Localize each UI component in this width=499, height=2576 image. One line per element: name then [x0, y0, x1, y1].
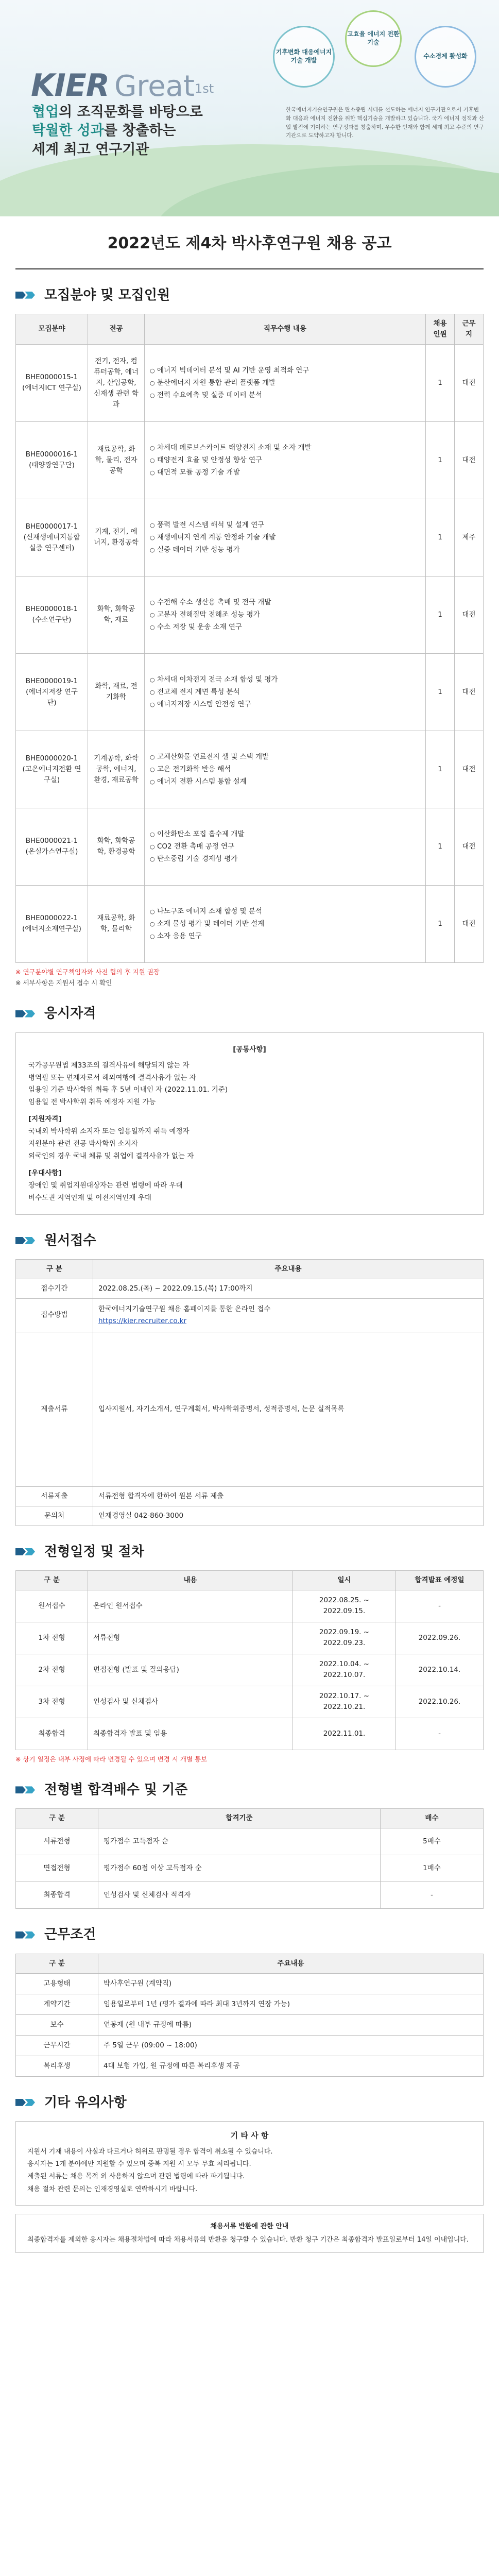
- criteria-cell: 평가점수 고득점자 순: [98, 1828, 381, 1855]
- count-cell: 1: [426, 808, 455, 885]
- duty-item: ○ 재생에너지 연계 계통 안정화 기술 개발: [150, 532, 420, 543]
- location-cell: 제주: [455, 499, 484, 576]
- content-cell: 온라인 원서접수: [88, 1590, 293, 1622]
- vision-circle: 고효율 에너지 전환 기술: [345, 10, 402, 67]
- qualification-item: 임용일 전 박사학위 취득 예정자 지원 가능: [28, 1098, 156, 1107]
- schedule-table: [15, 1570, 484, 1750]
- major-cell: 재료공학, 화학, 물리, 전자공학: [88, 421, 145, 499]
- section-title: 응시자격: [44, 1006, 96, 1022]
- field-cell: BHE0000015-1 (에너지ICT 연구실): [16, 344, 88, 421]
- multiple-cell: 1배수: [381, 1855, 484, 1882]
- vision-circle: 기후변화 대응에너지 기술 개발: [273, 26, 335, 88]
- notice-box-return: [15, 2214, 484, 2253]
- vision-circles: [273, 10, 489, 103]
- criteria-cell: 평가점수 60점 이상 고득점자 순: [98, 1855, 381, 1882]
- section-arrow-icon: [15, 1235, 38, 1246]
- table-header: 주요내용: [93, 1260, 484, 1279]
- duty-item: ○ 이산화탄소 포집 흡수제 개발: [150, 829, 420, 840]
- section-title: 원서접수: [44, 1232, 96, 1248]
- notice-item: 제출된 서류는 채용 목적 외 사용하지 않으며 관련 법령에 따라 파기됩니다.: [27, 2173, 245, 2181]
- stage-cell: 서류전형: [16, 1828, 98, 1855]
- date-cell: 2022.11.01.: [293, 1718, 396, 1750]
- date-cell: 2022.08.25. ~ 2022.09.15.: [293, 1590, 396, 1622]
- duty-list: [150, 829, 420, 865]
- content-cell: 최종합격자 발표 및 임용: [88, 1718, 293, 1750]
- count-cell: 1: [426, 653, 455, 731]
- section-work: [15, 1924, 484, 2076]
- stage-cell: 면접전형: [16, 1855, 98, 1882]
- work-key-cell: 근무시간: [16, 2035, 98, 2056]
- location-cell: 대전: [455, 731, 484, 808]
- duty-cell: [145, 499, 426, 576]
- qualification-subhead: [지원자격]: [28, 1115, 62, 1124]
- apply-table: [15, 1259, 484, 1526]
- table-row: [16, 576, 484, 653]
- table-row: [16, 1855, 484, 1882]
- stage-cell: 2차 전형: [16, 1654, 88, 1686]
- qualification-subhead: [우대사항]: [28, 1168, 62, 1177]
- count-cell: 1: [426, 731, 455, 808]
- field-cell: BHE0000016-1 (태양광연구단): [16, 421, 88, 499]
- work-key-cell: 고용형태: [16, 1973, 98, 1994]
- stage-cell: 1차 전형: [16, 1622, 88, 1654]
- notice-box: [15, 2121, 484, 2206]
- qualification-item: 비수도권 지역인재 및 이전지역인재 우대: [28, 1193, 151, 1202]
- field-cell: BHE0000018-1 (수소연구단): [16, 576, 88, 653]
- work-value-cell: 연봉제 (원 내부 규정에 따름): [98, 2014, 484, 2035]
- duty-item: ○ 차세대 페로브스카이트 태양전지 소재 및 소자 개발: [150, 443, 420, 453]
- section-title: 기타 유의사항: [44, 2094, 127, 2110]
- duty-cell: [145, 576, 426, 653]
- duty-item: ○ CO2 전환 촉매 공정 연구: [150, 841, 420, 852]
- notice-head: 채용서류 반환에 관한 안내: [210, 2222, 289, 2230]
- multiple-cell: -: [381, 1882, 484, 1909]
- section-recruit: [15, 285, 484, 988]
- qualification-item: 국내외 박사학위 소지자 또는 임용일까지 취득 예정자: [28, 1127, 190, 1136]
- major-cell: 화학, 화학공학, 재료: [88, 576, 145, 653]
- section-title: 전형별 합격배수 및 기준: [44, 1782, 188, 1798]
- major-cell: 화학, 재료, 전기화학: [88, 653, 145, 731]
- slogan-highlight: 협업: [32, 104, 59, 120]
- duty-item: ○ 차세대 이차전지 전극 소재 합성 및 평가: [150, 674, 420, 685]
- duty-item: ○ 고체산화물 연료전지 셀 및 스택 개발: [150, 752, 420, 762]
- recruit-table: [15, 314, 484, 963]
- count-cell: 1: [426, 885, 455, 962]
- duty-list: [150, 674, 420, 710]
- cell: 입사지원서, 자기소개서, 연구계획서, 박사학위증명서, 성적증명서, 논문 실적목록: [93, 1332, 484, 1486]
- table-row: [16, 1622, 484, 1654]
- duty-item: ○ 에너지 전환 시스템 통합 설계: [150, 776, 420, 787]
- duty-item: ○ 에너지 빅데이터 분석 및 AI 기반 운영 최적화 연구: [150, 365, 420, 376]
- table-header: 근무지: [455, 314, 484, 344]
- criteria-table: [15, 1808, 484, 1909]
- banner: [0, 0, 499, 216]
- work-value-cell: 임용일로부터 1년 (평가 결과에 따라 최대 3년까지 연장 가능): [98, 1994, 484, 2014]
- table-row: [16, 808, 484, 885]
- table-row: [16, 1298, 484, 1332]
- recruit-notes: [15, 967, 484, 988]
- date-cell: 2022.10.17. ~ 2022.10.21.: [293, 1686, 396, 1718]
- section-schedule: [15, 1541, 484, 1765]
- table-row: [16, 885, 484, 962]
- count-cell: 1: [426, 576, 455, 653]
- duty-item: ○ 실증 데이터 기반 성능 평가: [150, 545, 420, 555]
- qualification-head: [공통사항]: [233, 1045, 266, 1054]
- logo-kier-text: KIER: [31, 67, 110, 104]
- table-header: 구 분: [16, 1954, 98, 1973]
- table-row: [16, 2014, 484, 2035]
- cell: 문의처: [16, 1506, 93, 1526]
- duty-cell: [145, 653, 426, 731]
- field-cell: BHE0000022-1 (에너지소재연구실): [16, 885, 88, 962]
- location-cell: 대전: [455, 653, 484, 731]
- table-row: [16, 1279, 484, 1298]
- duty-item: ○ 수소 저장 및 운송 소재 연구: [150, 622, 420, 633]
- slogan-text: 세계 최고 연구기관: [32, 141, 149, 158]
- stage-cell: 3차 전형: [16, 1686, 88, 1718]
- major-cell: 전기, 전자, 컴퓨터공학, 에너지, 산업공학, 신재생 관련 학과: [88, 344, 145, 421]
- section-arrow-icon: [15, 1008, 38, 1020]
- cell: 제출서류: [16, 1332, 93, 1486]
- date-cell: 2022.10.04. ~ 2022.10.07.: [293, 1654, 396, 1686]
- work-key-cell: 복리후생: [16, 2056, 98, 2076]
- table-header: 전공: [88, 314, 145, 344]
- duty-cell: [145, 421, 426, 499]
- duty-item: ○ 대면적 모듈 공정 기술 개발: [150, 467, 420, 478]
- work-key-cell: 계약기간: [16, 1994, 98, 2014]
- qualification-item: 장애인 및 취업지원대상자는 관련 법령에 따라 우대: [28, 1181, 183, 1190]
- table-header: 내용: [88, 1570, 293, 1590]
- duty-item: ○ 수전해 수소 생산용 촉매 및 전극 개발: [150, 597, 420, 608]
- field-cell: BHE0000021-1 (온실가스연구실): [16, 808, 88, 885]
- location-cell: 대전: [455, 808, 484, 885]
- table-row: [16, 1882, 484, 1909]
- duty-item: ○ 탄소중립 기술 경제성 평가: [150, 854, 420, 865]
- slogan: [32, 103, 203, 159]
- table-header: 구 분: [16, 1570, 88, 1590]
- table-row: [16, 1506, 484, 1526]
- slogan-text: 를 창출하는: [104, 123, 176, 139]
- slogan-highlight: 탁월한 성과: [32, 123, 104, 139]
- duty-cell: [145, 808, 426, 885]
- table-row: [16, 1686, 484, 1718]
- work-key-cell: 보수: [16, 2014, 98, 2035]
- duty-item: ○ 에너지저장 시스템 안전성 연구: [150, 699, 420, 710]
- content-cell: 서류전형: [88, 1622, 293, 1654]
- work-table: [15, 1954, 484, 2077]
- table-header: 합격기준: [98, 1809, 381, 1828]
- duty-cell: [145, 731, 426, 808]
- qualification-item: 외국인의 경우 국내 체류 및 취업에 결격사유가 없는 자: [28, 1152, 194, 1161]
- table-row: [16, 499, 484, 576]
- stage-cell: 최종합격: [16, 1718, 88, 1750]
- cell: 접수기간: [16, 1279, 93, 1298]
- qualification-item: 병역필 또는 면제자로서 해외여행에 결격사유가 없는 자: [28, 1073, 196, 1082]
- table-row: [16, 1718, 484, 1750]
- notice-head: 기 타 사 항: [230, 2130, 269, 2140]
- count-cell: 1: [426, 499, 455, 576]
- qualification-item: 임용일 기준 박사학위 취득 후 5년 이내인 자 (2022.11.01. 기준): [28, 1086, 228, 1094]
- table-row: [16, 1590, 484, 1622]
- table-row: [16, 1828, 484, 1855]
- apply-link[interactable]: https://kier.recruiter.co.kr: [98, 1316, 187, 1325]
- notice-item: 지원서 기재 내용이 사실과 다르거나 허위로 판명될 경우 합격이 취소될 수 있습니다.: [27, 2148, 273, 2156]
- table-row: [16, 653, 484, 731]
- duty-list: [150, 597, 420, 633]
- section-apply: [15, 1230, 484, 1526]
- duty-item: ○ 소재 물성 평가 및 데이터 기반 설계: [150, 919, 420, 929]
- qualification-box: [15, 1032, 484, 1215]
- criteria-cell: 인성검사 및 신체검사 적격자: [98, 1882, 381, 1909]
- duty-list: [150, 365, 420, 401]
- table-header: 배수: [381, 1809, 484, 1828]
- result-date-cell: 2022.10.14.: [396, 1654, 484, 1686]
- work-value-cell: 박사후연구원 (계약직): [98, 1973, 484, 1994]
- note-text: ※ 상기 일정은 내부 사정에 따라 변경될 수 있으며 변경 시 개별 통보: [15, 1755, 208, 1763]
- result-date-cell: -: [396, 1718, 484, 1750]
- cell: 서류전형 합격자에 한하여 원본 서류 제출: [93, 1486, 484, 1506]
- table-header: 구 분: [16, 1809, 98, 1828]
- content-cell: 면접전형 (발표 및 질의응답): [88, 1654, 293, 1686]
- vision-circle: 수소경제 활성화: [415, 26, 476, 88]
- table-row: [16, 344, 484, 421]
- table-row: [16, 421, 484, 499]
- date-cell: 2022.09.19. ~ 2022.09.23.: [293, 1622, 396, 1654]
- qualification-item: 지원분야 관련 전공 박사학위 소지자: [28, 1140, 138, 1148]
- table-row: [16, 1486, 484, 1506]
- qualification-item: 국가공무원법 제33조의 결격사유에 해당되지 않는 자: [28, 1061, 190, 1070]
- section-arrow-icon: [15, 1784, 38, 1795]
- duty-item: ○ 태양전지 효율 및 안정성 향상 연구: [150, 455, 420, 466]
- notice-item: 최종합격자를 제외한 응시자는 채용절차법에 따라 채용서류의 반환을 청구할 수 있습니다. 반환 청구 기간은 최종합격자 발표일로부터 14일 이내입니다.: [27, 2235, 469, 2244]
- location-cell: 대전: [455, 344, 484, 421]
- page-title: 2022년도 제4차 박사후연구원 채용 공고: [15, 216, 484, 269]
- cell: 서류제출: [16, 1486, 93, 1506]
- work-value-cell: 주 5일 근무 (09:00 ~ 18:00): [98, 2035, 484, 2056]
- table-row: [16, 731, 484, 808]
- slogan-text: 의 조직문화를 바탕으로: [59, 104, 203, 120]
- note-text: ※ 연구분야별 연구책임자와 사전 협의 후 지원 권장: [15, 968, 160, 976]
- table-header: 구 분: [16, 1260, 93, 1279]
- result-date-cell: 2022.09.26.: [396, 1622, 484, 1654]
- section-arrow-icon: [15, 1929, 38, 1941]
- duty-item: ○ 분산에너지 자원 통합 관리 플랫폼 개발: [150, 378, 420, 388]
- banner-description: 한국에너지기술연구원은 탄소중립 시대를 선도하는 에너지 연구기관으로서 기후변화 대응과 에너지 전환을 위한 핵심기술을 개발하고 있습니다. 국가 에너지 정책과 산업 발전에 기여하는 연구성과를 창출하며, 우수한 인재와 함께 세계 최고 수준의 연구기관으로 도약하고자 합니다.: [286, 107, 484, 139]
- table-header: 채용인원: [426, 314, 455, 344]
- section-arrow-icon: [15, 2097, 38, 2108]
- duty-item: ○ 전력 수요예측 및 실증 데이터 분석: [150, 390, 420, 401]
- table-header: 일시: [293, 1570, 396, 1590]
- duty-list: [150, 906, 420, 942]
- duty-item: ○ 고분자 전해질막 전해조 성능 평가: [150, 609, 420, 620]
- section-arrow-icon: [15, 290, 38, 301]
- location-cell: 대전: [455, 576, 484, 653]
- duty-item: ○ 고온 전기화학 반응 해석: [150, 764, 420, 775]
- notice-item: 채용 절차 관련 문의는 인재경영실로 연락하시기 바랍니다.: [27, 2185, 198, 2193]
- work-value-cell: 4대 보험 가입, 원 규정에 따른 복리후생 제공: [98, 2056, 484, 2076]
- count-cell: 1: [426, 344, 455, 421]
- cell: 인재경영실 042-860-3000: [93, 1506, 484, 1526]
- stage-cell: 최종합격: [16, 1882, 98, 1909]
- table-header: 모집분야: [16, 314, 88, 344]
- location-cell: 대전: [455, 885, 484, 962]
- major-cell: 기계, 전기, 에너지, 환경공학: [88, 499, 145, 576]
- cell-text: 한국에너지기술연구원 채용 홈페이지를 통한 온라인 접수: [98, 1304, 271, 1313]
- duty-item: ○ 소자 응용 연구: [150, 931, 420, 942]
- table-header: 직무수행 내용: [145, 314, 426, 344]
- major-cell: 기계공학, 화학공학, 에너지, 환경, 재료공학: [88, 731, 145, 808]
- section-title: 근무조건: [44, 1927, 96, 1943]
- field-cell: BHE0000019-1 (에너지저장 연구단): [16, 653, 88, 731]
- section-arrow-icon: [15, 1546, 38, 1557]
- duty-item: ○ 풍력 발전 시스템 해석 및 설계 연구: [150, 520, 420, 531]
- table-row: [16, 1654, 484, 1686]
- major-cell: 재료공학, 화학, 물리학: [88, 885, 145, 962]
- section-notice: [15, 2092, 484, 2253]
- major-cell: 화학, 화학공학, 환경공학: [88, 808, 145, 885]
- duty-list: [150, 520, 420, 555]
- stage-cell: 원서접수: [16, 1590, 88, 1622]
- multiple-cell: 5배수: [381, 1828, 484, 1855]
- duty-list: [150, 752, 420, 787]
- duty-item: ○ 나노구조 에너지 소재 합성 및 분석: [150, 906, 420, 917]
- result-date-cell: -: [396, 1590, 484, 1622]
- content-cell: 인성검사 및 신체검사: [88, 1686, 293, 1718]
- duty-item: ○ 전고체 전지 계면 특성 분석: [150, 687, 420, 698]
- cell: 2022.08.25.(목) ~ 2022.09.15.(목) 17:00까지: [93, 1279, 484, 1298]
- count-cell: 1: [426, 421, 455, 499]
- section-criteria: [15, 1780, 484, 1909]
- note-text: ※ 세부사항은 지원서 접수 시 확인: [15, 979, 112, 987]
- table-row: [16, 2056, 484, 2076]
- table-row: [16, 2035, 484, 2056]
- logo-great-text: Great: [114, 70, 195, 103]
- table-row: [16, 1973, 484, 1994]
- table-header: 주요내용: [98, 1954, 484, 1973]
- table-row: [16, 1994, 484, 2014]
- result-date-cell: 2022.10.26.: [396, 1686, 484, 1718]
- cell: 접수방법: [16, 1298, 93, 1332]
- duty-cell: [145, 344, 426, 421]
- section-title: 모집분야 및 모집인원: [44, 287, 170, 303]
- section-title: 전형일정 및 절차: [44, 1544, 144, 1560]
- table-header: 합격발표 예정일: [396, 1570, 484, 1590]
- section-qualification: [15, 1003, 484, 1214]
- table-row: [16, 1332, 484, 1486]
- duty-list: [150, 443, 420, 478]
- location-cell: 대전: [455, 421, 484, 499]
- field-cell: BHE0000020-1 (고온에너지전환 연구실): [16, 731, 88, 808]
- field-cell: BHE0000017-1 (신재생에너지통합 실증 연구센터): [16, 499, 88, 576]
- logo-sup-text: 1st: [194, 81, 214, 96]
- duty-cell: [145, 885, 426, 962]
- notice-item: 응시자는 1개 분야에만 지원할 수 있으며 중복 지원 시 모두 무효 처리됩니다.: [27, 2160, 251, 2168]
